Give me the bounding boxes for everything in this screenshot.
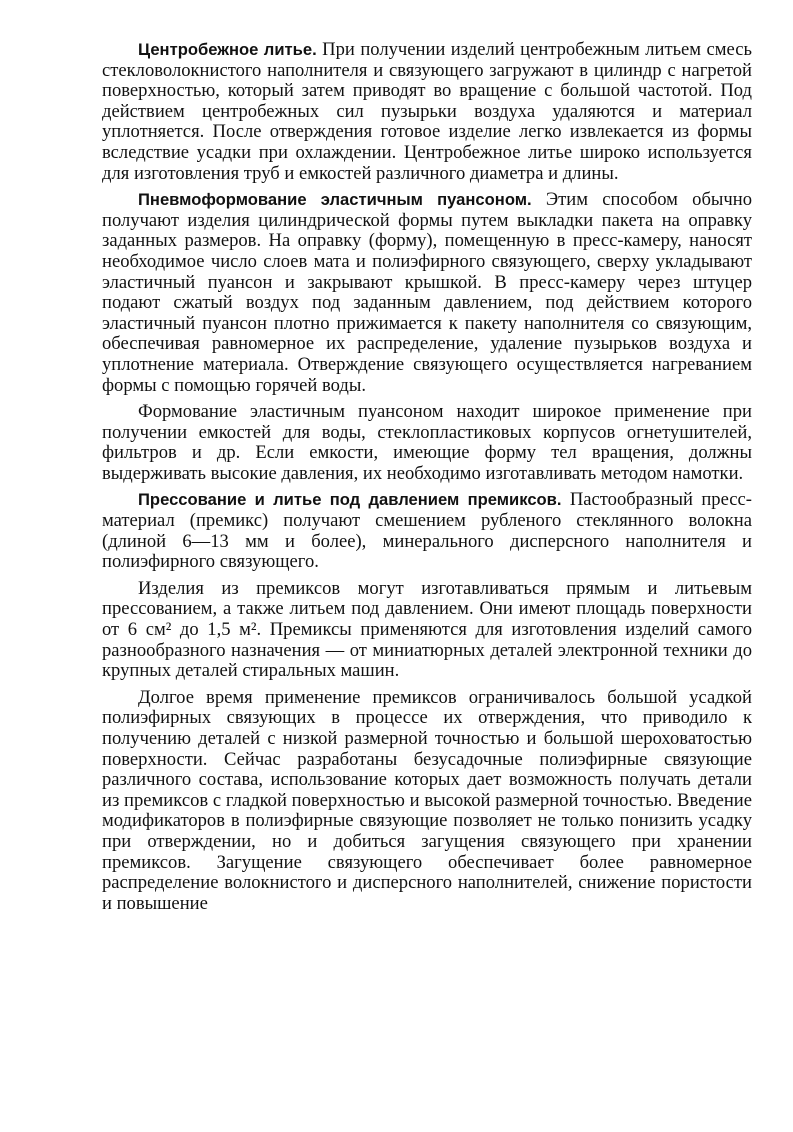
paragraph-heading: Пневмоформование эластичным пуансоном. bbox=[138, 190, 532, 210]
paragraph-text: Формование эластичным пуансоном находит широкое применение при получении емкостей для воды, стеклопластиковых корпусов огнетушителей, фильтров и др. Если емкости, имеющие форму тел вращения, должны выдерживать высокие давления, их необходимо изготавливать методом намотки. bbox=[102, 401, 752, 484]
paragraph-heading: Прессование и литье под давлением премиксов. bbox=[138, 490, 562, 510]
paragraph-heading: Центробежное литье. bbox=[138, 40, 317, 59]
paragraph-text: Пастообразный пресс-материал (премикс) получают смешением рубленого стеклянного волокна (длиной 6—13 мм и более), минерального дисперсного наполнителя и полиэфирного связующего. bbox=[102, 489, 752, 573]
page-text bbox=[102, 40, 752, 914]
paragraph-text: При получении изделий центробежным литьем смесь стекловолокнистого наполнителя и связующего загружают в цилиндр с нагретой поверхностью, который затем приводят во вращение с большой частотой. Под действием центробежных сил пузырьки воздуха удаляются и материал уплотняется. После отверждения готовое изделие легко извлекается из формы вследствие усадки при охлаждении. Центробежное литье широко используется для изготовления труб и емкостей различного диаметра и длины. bbox=[102, 39, 752, 184]
paragraph-centrifugal-casting bbox=[102, 40, 752, 184]
paragraph-premix-shrinkage bbox=[102, 688, 752, 915]
paragraph-premix-pressing bbox=[102, 490, 752, 572]
paragraph-text: Этим способом обычно получают изделия цилиндрической формы путем выкладки пакета на оправку заданных размеров. На оправку (форму), помещенную в пресс-камеру, наносят необходимое число слоев мата и полиэфирного связующего, сверху укладывают эластичный пуансон и закрывают крышкой. В пресс-камеру через штуцер подают сжатый воздух под заданным давлением, под действием которого эластичный пуансон плотно прижимается к пакету наполнителя со связующим, обеспечивая равномерное их распределение, удаление пузырьков воздуха и уплотнение материала. Отверждение связующего осуществляется нагреванием формы с помощью горячей воды. bbox=[102, 189, 752, 396]
paragraph-text: Изделия из премиксов могут изготавливаться прямым и литьевым прессованием, а также литьем под давлением. Они имеют площадь поверхности от 6 см² до 1,5 м². Премиксы применяются для изготовления изделий самого разнообразного назначения — от миниатюрных деталей электронной техники до крупных деталей стиральных машин. bbox=[102, 577, 752, 682]
paragraph-text: Долгое время применение премиксов ограничивалось большой усадкой полиэфирных связующих в процессе их отверждения, что приводило к получению деталей с низкой размерной точностью и большой шероховатостью поверхности. Сейчас разработаны безусадочные полиэфирные связующие различного состава, использование которых дает возможность получать детали из премиксов с гладкой поверхностью и высокой размерной точностью. Введение модификаторов в полиэфирные связующие позволяет не только понизить усадку при отверждении, но и добиться загущения связующего при хранении премиксов. Загущение связующего обеспечивает более равномерное распределение волокнистого и дисперсного наполнителей, снижение пористости и повышение bbox=[102, 686, 752, 914]
paragraph-pneumoforming-applications bbox=[102, 402, 752, 484]
paragraph-premix-products bbox=[102, 579, 752, 682]
paragraph-pneumoforming bbox=[102, 190, 752, 396]
